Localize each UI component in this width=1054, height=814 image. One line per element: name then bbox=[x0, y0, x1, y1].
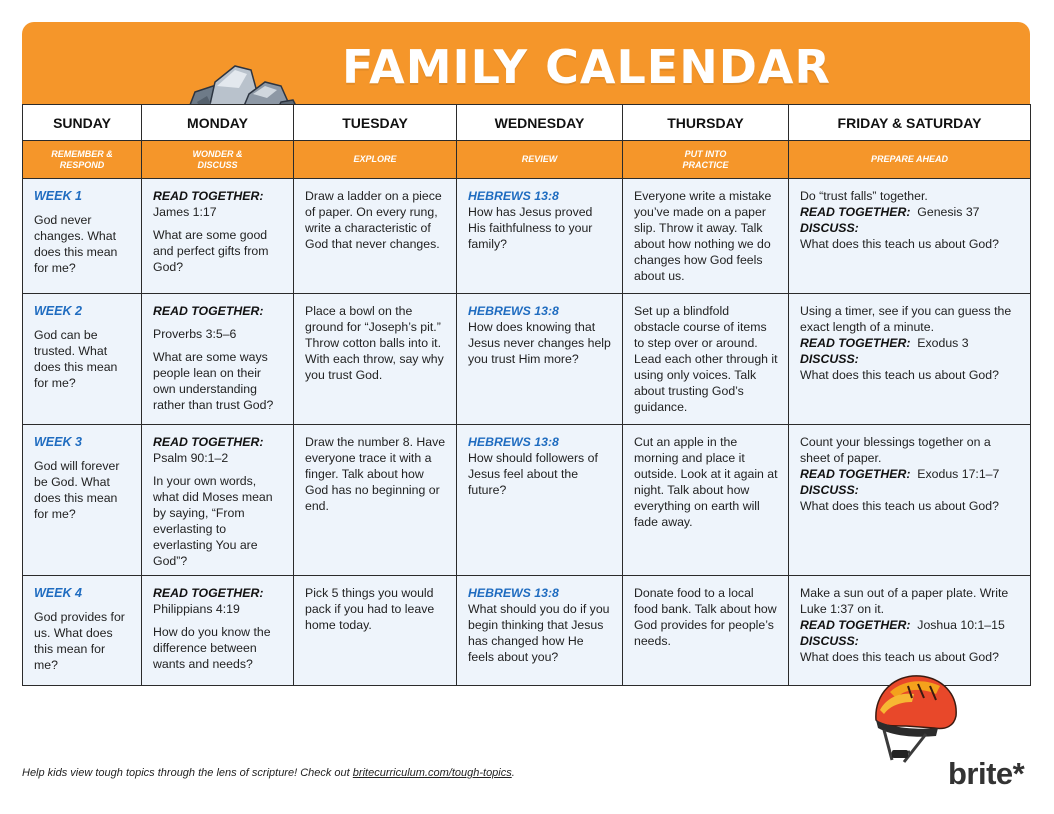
sunday-prompt: God provides for us. What does this mean for me? bbox=[34, 610, 125, 672]
footer-note bbox=[22, 767, 515, 779]
theme-cell bbox=[23, 141, 142, 179]
review-verse: HEBREWS 13:8 bbox=[468, 189, 559, 203]
theme-line: REVIEW bbox=[521, 154, 558, 164]
review-verse: HEBREWS 13:8 bbox=[468, 435, 559, 449]
review-question: How has Jesus proved His faithfulness to your family? bbox=[468, 205, 593, 251]
bike-helmet-icon bbox=[866, 664, 962, 768]
discuss-question: What does this teach us about God? bbox=[800, 237, 999, 251]
review-question: How should followers of Jesus feel about the future? bbox=[468, 451, 598, 497]
prepare-activity: Do “trust falls” together. bbox=[800, 189, 928, 203]
sunday-prompt: God never changes. What does this mean for me? bbox=[34, 213, 118, 275]
friday-cell bbox=[789, 294, 1031, 425]
scripture-ref: Exodus 17:1–7 bbox=[917, 467, 1000, 481]
tuesday-cell bbox=[294, 294, 457, 425]
prepare-activity: Make a sun out of a paper plate. Write Luke 1:37 on it. bbox=[800, 586, 1009, 616]
read-together-label: READ TOGETHER: bbox=[800, 336, 911, 350]
wednesday-cell bbox=[457, 576, 623, 686]
week-row bbox=[23, 179, 1031, 294]
thursday-cell bbox=[623, 179, 789, 294]
sunday-cell bbox=[23, 425, 142, 576]
theme-line: PREPARE AHEAD bbox=[870, 154, 948, 164]
wednesday-cell bbox=[457, 294, 623, 425]
week-row bbox=[23, 425, 1031, 576]
discuss-label: DISCUSS: bbox=[800, 634, 859, 648]
wednesday-cell bbox=[457, 425, 623, 576]
discuss-label: DISCUSS: bbox=[800, 352, 859, 366]
read-together-label: READ TOGETHER: bbox=[800, 205, 911, 219]
discuss-label: DISCUSS: bbox=[800, 221, 859, 235]
prepare-activity: Count your blessings together on a sheet of paper. bbox=[800, 435, 991, 465]
sunday-cell bbox=[23, 179, 142, 294]
monday-cell bbox=[142, 576, 294, 686]
activity-text: Draw a ladder on a piece of paper. On every rung, write a characteristic of God that never changes. bbox=[305, 189, 442, 251]
discuss-question: What does this teach us about God? bbox=[800, 368, 999, 382]
scripture-ref: Genesis 37 bbox=[917, 205, 980, 219]
header-banner bbox=[22, 22, 1030, 104]
scripture-ref: James 1:17 bbox=[153, 205, 217, 219]
day-header: MONDAY bbox=[142, 105, 294, 141]
tuesday-cell bbox=[294, 179, 457, 294]
day-header: SUNDAY bbox=[23, 105, 142, 141]
discuss-question: What does this teach us about God? bbox=[800, 499, 999, 513]
week-row bbox=[23, 294, 1031, 425]
review-question: How does knowing that Jesus never changes help you trust Him more? bbox=[468, 320, 611, 366]
theme-line: RESPOND bbox=[59, 159, 105, 170]
discussion-question: What are some ways people lean on their own understanding rather than trust God? bbox=[153, 350, 274, 412]
day-header: FRIDAY & SATURDAY bbox=[789, 105, 1031, 141]
read-together-label: READ TOGETHER: bbox=[153, 435, 264, 449]
read-together-label: READ TOGETHER: bbox=[153, 189, 264, 203]
sunday-prompt: God will forever be God. What does this mean for me? bbox=[34, 459, 120, 521]
calendar-table bbox=[22, 104, 1031, 686]
week-label: WEEK 2 bbox=[34, 304, 82, 318]
read-together-label: READ TOGETHER: bbox=[800, 467, 911, 481]
wednesday-cell bbox=[457, 179, 623, 294]
monday-cell bbox=[142, 179, 294, 294]
practice-text: Donate food to a local food bank. Talk about how God provides for people’s needs. bbox=[634, 586, 777, 648]
thursday-cell bbox=[623, 576, 789, 686]
review-verse: HEBREWS 13:8 bbox=[468, 304, 559, 318]
theme-row bbox=[23, 141, 1031, 179]
brite-logo: brite* bbox=[948, 756, 1025, 791]
theme-line: PUT INTO bbox=[684, 148, 727, 159]
read-together-label: READ TOGETHER: bbox=[153, 586, 264, 600]
thursday-cell bbox=[623, 425, 789, 576]
tuesday-cell bbox=[294, 425, 457, 576]
tuesday-cell bbox=[294, 576, 457, 686]
theme-line: REMEMBER & bbox=[51, 148, 113, 159]
curriculum-link[interactable]: britecurriculum.com/tough-topics bbox=[352, 767, 512, 779]
sunday-cell bbox=[23, 294, 142, 425]
theme-line: EXPLORE bbox=[353, 154, 397, 164]
scripture-ref: Proverbs 3:5–6 bbox=[153, 327, 237, 341]
review-verse: HEBREWS 13:8 bbox=[468, 586, 559, 600]
week-label: WEEK 1 bbox=[34, 189, 82, 203]
monday-cell bbox=[142, 425, 294, 576]
sunday-cell bbox=[23, 576, 142, 686]
thursday-cell bbox=[623, 294, 789, 425]
read-together-label: READ TOGETHER: bbox=[153, 304, 264, 318]
practice-text: Cut an apple in the morning and place it outside. Look at it again at night. Talk about how everything on earth will fade away. bbox=[634, 435, 778, 529]
practice-text: Set up a blindfold obstacle course of items to step over or around. Lead each other through it using only voices. Talk about trusting God’s guidance. bbox=[634, 304, 778, 414]
discussion-question: How do you know the difference between wants and needs? bbox=[153, 625, 271, 671]
theme-cell bbox=[789, 141, 1031, 179]
theme-cell bbox=[623, 141, 789, 179]
week-label: WEEK 3 bbox=[34, 435, 82, 449]
activity-text: Pick 5 things you would pack if you had to leave home today. bbox=[305, 586, 435, 632]
review-question: What should you do if you begin thinking that Jesus has changed how He feels about you? bbox=[468, 602, 610, 664]
friday-cell bbox=[789, 179, 1031, 294]
theme-line: WONDER & bbox=[192, 148, 243, 159]
discussion-question: What are some good and perfect gifts from God? bbox=[153, 228, 269, 274]
scripture-ref: Exodus 3 bbox=[917, 336, 969, 350]
scripture-ref: Psalm 90:1–2 bbox=[153, 451, 229, 465]
theme-line: DISCUSS bbox=[197, 159, 238, 170]
page-title: FAMILY CALENDAR bbox=[342, 40, 831, 94]
sunday-prompt: God can be trusted. What does this mean for me? bbox=[34, 328, 118, 390]
discuss-label: DISCUSS: bbox=[800, 483, 859, 497]
read-together-label: READ TOGETHER: bbox=[800, 618, 911, 632]
discuss-question: What does this teach us about God? bbox=[800, 650, 999, 664]
footer-period: . bbox=[511, 767, 515, 779]
theme-cell bbox=[142, 141, 294, 179]
monday-cell bbox=[142, 294, 294, 425]
day-header: THURSDAY bbox=[623, 105, 789, 141]
practice-text: Everyone write a mistake you’ve made on a paper slip. Throw it away. Talk about how nothing we do changes how God feels about us. bbox=[634, 189, 772, 283]
activity-text: Draw the number 8. Have everyone trace it with a finger. Talk about how God has no beginning or end. bbox=[305, 435, 446, 513]
day-header: WEDNESDAY bbox=[457, 105, 623, 141]
activity-text: Place a bowl on the ground for “Joseph’s pit.” Throw cotton balls into it. With each throw, say why you trust God. bbox=[305, 304, 444, 382]
theme-cell bbox=[457, 141, 623, 179]
friday-cell bbox=[789, 425, 1031, 576]
prepare-activity: Using a timer, see if you can guess the exact length of a minute. bbox=[800, 304, 1012, 334]
footer-text: Help kids view tough topics through the lens of scripture! Check out bbox=[22, 767, 350, 779]
theme-cell bbox=[294, 141, 457, 179]
scripture-ref: Philippians 4:19 bbox=[153, 602, 240, 616]
day-header-row bbox=[23, 105, 1031, 141]
discussion-question: In your own words, what did Moses mean by saying, “From everlasting to everlasting You are God”? bbox=[153, 474, 273, 568]
day-header: TUESDAY bbox=[294, 105, 457, 141]
scripture-ref: Joshua 10:1–15 bbox=[917, 618, 1005, 632]
week-label: WEEK 4 bbox=[34, 586, 82, 600]
theme-line: PRACTICE bbox=[682, 159, 729, 170]
